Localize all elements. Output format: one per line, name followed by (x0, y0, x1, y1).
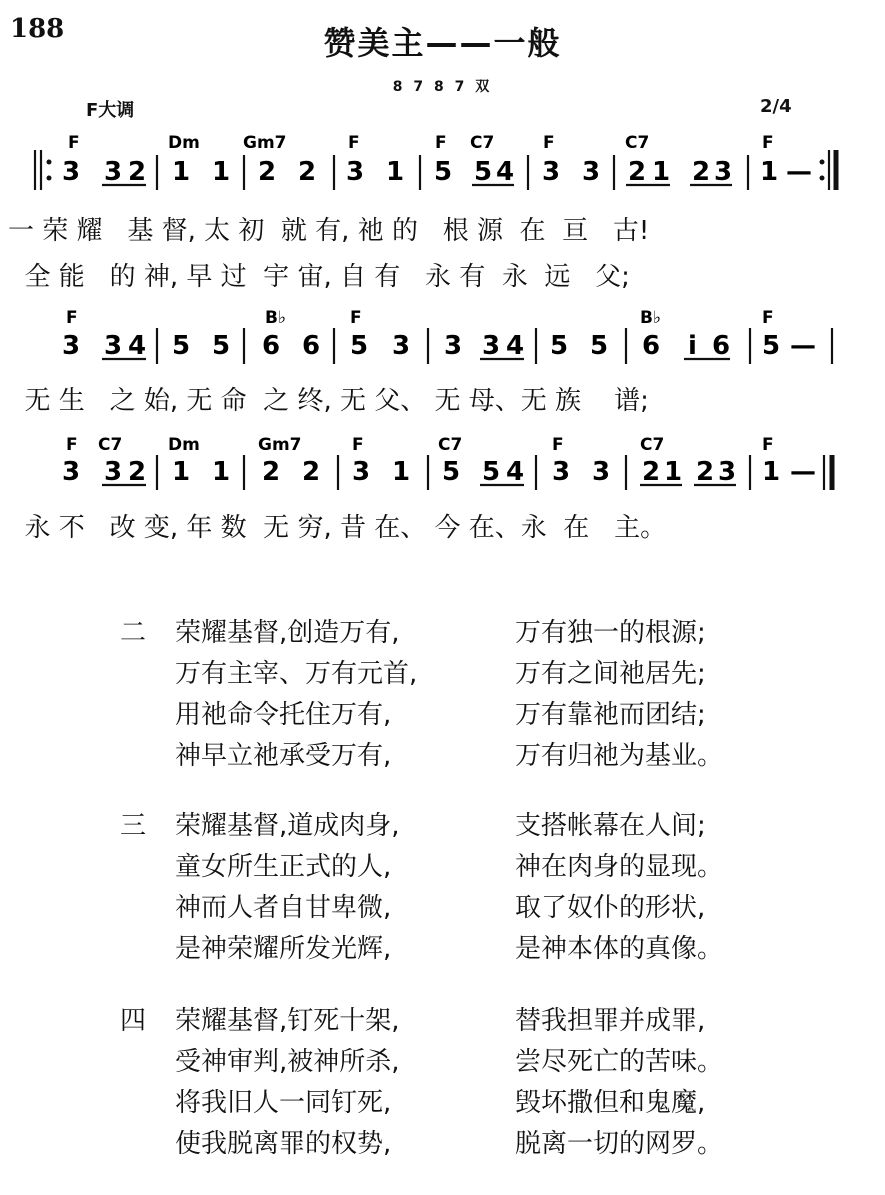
chord: Gm7 (258, 435, 302, 455)
note: 5 (474, 157, 493, 187)
chord: Gm7 (243, 133, 287, 153)
note: 2 (258, 157, 277, 187)
note: 6 (642, 331, 661, 361)
note: 3 (482, 331, 501, 361)
note: 4 (506, 457, 525, 487)
note: 6 (262, 331, 281, 361)
note: 5 (442, 457, 461, 487)
note: 3 (62, 457, 81, 487)
note: 6 (302, 331, 321, 361)
note: 5 (350, 331, 369, 361)
chord: Dm (168, 435, 200, 455)
note: 3 (718, 457, 737, 487)
verse-line: 尝尽死亡的苦味。 (515, 1047, 724, 1077)
note: 5 (762, 331, 781, 361)
chord: F (762, 308, 774, 328)
time-signature: 2/4 (760, 96, 792, 117)
note: 2 (696, 457, 715, 487)
note: 1 (664, 457, 683, 487)
verse-line: 受神审判,被神所杀, (175, 1047, 400, 1077)
note: 1 (652, 157, 671, 187)
note: 2 (628, 157, 647, 187)
system-1 (35, 133, 836, 190)
note: 3 (352, 457, 371, 487)
note: 3 (714, 157, 733, 187)
verse-line: 万有归祂为基业。 (515, 741, 724, 771)
hymn-number: 188 (10, 14, 65, 44)
hymn-title: 赞美主——一般 (323, 24, 562, 62)
chord: C7 (470, 133, 495, 153)
lyric-system2: 无 生 之 始, 无 命 之 终, 无 父、 无 母、无 族 谱; (8, 386, 649, 416)
note: 3 (62, 157, 81, 187)
note: 2 (302, 457, 321, 487)
chord: F (350, 308, 362, 328)
chord: C7 (640, 435, 665, 455)
note: 5 (482, 457, 501, 487)
note: 5 (212, 331, 231, 361)
chord: F (348, 133, 360, 153)
note: 3 (62, 331, 81, 361)
note: 5 (550, 331, 569, 361)
note: 4 (506, 331, 525, 361)
note: 6 (712, 331, 731, 361)
chord: C7 (625, 133, 650, 153)
verse-line: 用祂命令托住万有, (175, 700, 392, 730)
note: 1 (762, 457, 781, 487)
note: 1 (172, 457, 191, 487)
chord: B♭ (640, 308, 661, 328)
note: 2 (298, 157, 317, 187)
note: 3 (104, 457, 123, 487)
chord: Dm (168, 133, 200, 153)
verse-line: 将我旧人一同钉死, (175, 1088, 392, 1118)
note: 2 (262, 457, 281, 487)
verse-line: 荣耀基督,创造万有, (175, 618, 400, 648)
note: 2 (692, 157, 711, 187)
note: 3 (346, 157, 365, 187)
note: — (786, 157, 812, 187)
lyric-system3: 永 不 改 变, 年 数 无 穷, 昔 在、 今 在、永 在 主。 (8, 513, 667, 543)
note: 3 (592, 457, 611, 487)
note: 4 (496, 157, 515, 187)
chord: B♭ (265, 308, 286, 328)
note: 3 (582, 157, 601, 187)
note: 3 (104, 157, 123, 187)
note: 3 (542, 157, 561, 187)
note: 3 (104, 331, 123, 361)
verse-line: 神在肉身的显现。 (515, 852, 724, 882)
note: 2 (128, 157, 147, 187)
note: 1 (392, 457, 411, 487)
verse-line: 替我担罪并成罪, (515, 1006, 706, 1036)
note: 3 (444, 331, 463, 361)
note: 3 (392, 331, 411, 361)
verse-number: 三 (120, 811, 147, 841)
note: 1 (386, 157, 405, 187)
verse-line: 神早立祂承受万有, (175, 741, 392, 771)
verse-line: 脱离一切的网罗。 (515, 1129, 724, 1159)
verse-line: 是神本体的真像。 (515, 934, 724, 964)
chord: F (762, 435, 774, 455)
verse-line: 使我脱离罪的权势, (175, 1129, 392, 1159)
note: 5 (590, 331, 609, 361)
note: 1 (172, 157, 191, 187)
system-3 (62, 435, 832, 490)
verse-line: 荣耀基督,道成肉身, (175, 811, 400, 841)
chord: F (762, 133, 774, 153)
note: — (790, 457, 816, 487)
chord: F (552, 435, 564, 455)
note: — (790, 331, 816, 361)
chord: F (68, 133, 80, 153)
verse-line: 万有主宰、万有元首, (175, 659, 418, 689)
note: 2 (642, 457, 661, 487)
verse-number: 二 (120, 618, 147, 648)
chord: C7 (438, 435, 463, 455)
verse-line: 万有靠祂而团结; (515, 700, 706, 730)
chord: F (66, 308, 78, 328)
chord: F (66, 435, 78, 455)
note: 4 (128, 331, 147, 361)
verse-line: 万有之间祂居先; (515, 659, 706, 689)
note: 3 (552, 457, 571, 487)
meter: 8 7 8 7 双 (392, 79, 493, 95)
lyric-verse1-line1: 一 荣 耀 基 督, 太 初 就 有, 祂 的 根 源 在 亘 古! (8, 216, 650, 246)
note: 5 (172, 331, 191, 361)
verse-line: 毁坏撒但和鬼魔, (515, 1088, 706, 1118)
chord: C7 (98, 435, 123, 455)
verse-number: 四 (120, 1006, 147, 1036)
chord: F (435, 133, 447, 153)
chord: F (543, 133, 555, 153)
note: 1 (212, 457, 231, 487)
verse-line: 取了奴仆的形状, (515, 893, 706, 923)
verse-line: 是神荣耀所发光辉, (175, 934, 392, 964)
verse-line: 万有独一的根源; (515, 618, 706, 648)
note: i (688, 331, 697, 361)
note: 1 (760, 157, 779, 187)
note: 5 (434, 157, 453, 187)
verse-line: 童女所生正式的人, (175, 852, 392, 882)
chord: F (352, 435, 364, 455)
verse-line: 神而人者自甘卑微, (175, 893, 392, 923)
note: 2 (128, 457, 147, 487)
verse-line: 支搭帐幕在人间; (515, 811, 706, 841)
key-signature: F大调 (86, 100, 135, 121)
lyric-verse1-line2: 全 能 的 神, 早 过 宇 宙, 自 有 永 有 永 远 父; (8, 262, 630, 292)
verse-line: 荣耀基督,钉死十架, (175, 1006, 400, 1036)
note: 1 (212, 157, 231, 187)
system-2 (62, 308, 832, 364)
